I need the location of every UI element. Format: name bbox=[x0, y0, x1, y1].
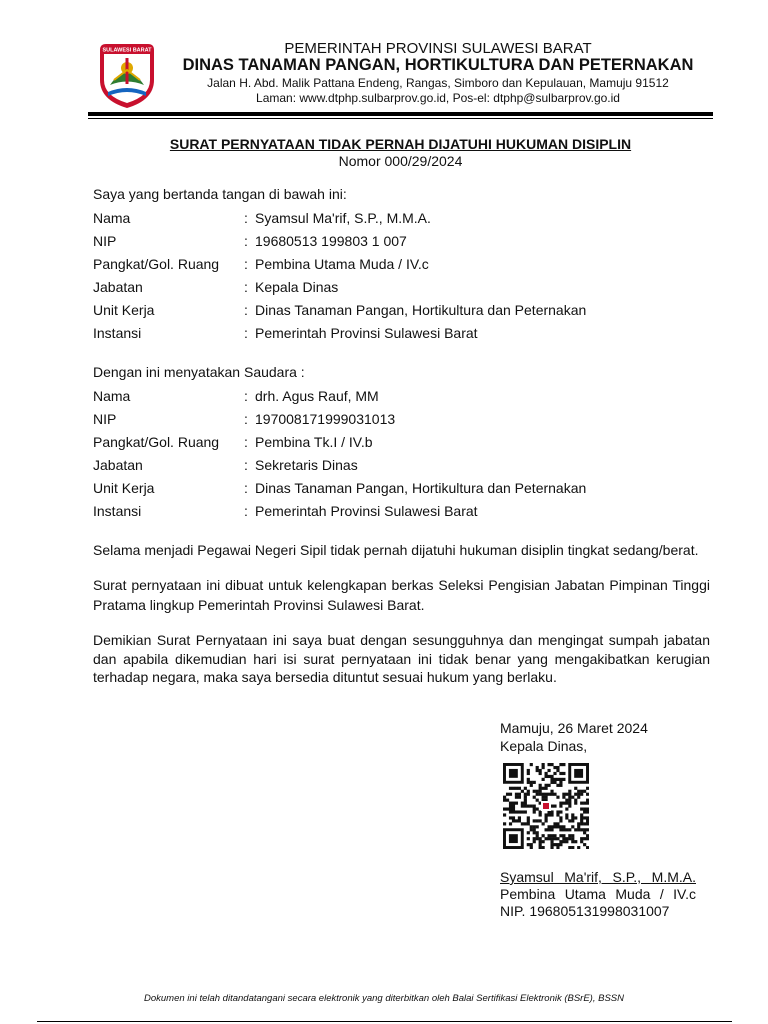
field-value: drh. Agus Rauf, MM bbox=[255, 388, 379, 404]
field-value: Sekretaris Dinas bbox=[255, 457, 358, 473]
field-label: Nama bbox=[93, 210, 131, 226]
subject-row-pangkat bbox=[93, 433, 713, 456]
purpose-paragraph-line-1: Surat pernyataan ini dibuat untuk kelengkapan berkas Seleksi Pengisian Jabatan Pimpinan Tinggi bbox=[93, 577, 710, 593]
footer-rule bbox=[37, 1021, 732, 1022]
field-colon: : bbox=[244, 302, 248, 318]
field-value: Pemerintah Provinsi Sulawesi Barat bbox=[255, 325, 478, 341]
document-title: SURAT PERNYATAAN TIDAK PERNAH DIJATUHI HUKUMAN DISIPLIN bbox=[169, 136, 632, 152]
signer-row-instansi bbox=[93, 324, 713, 347]
statement-paragraph: Selama menjadi Pegawai Negeri Sipil tidak pernah dijatuhi hukuman disiplin tingkat sedang/berat. bbox=[93, 542, 699, 558]
field-label: Pangkat/Gol. Ruang bbox=[93, 434, 220, 450]
svg-text:SULAWESI BARAT: SULAWESI BARAT bbox=[102, 47, 152, 54]
field-label: Nama bbox=[93, 388, 131, 404]
field-value: 197008171999031013 bbox=[255, 411, 396, 427]
signer-row-nip bbox=[93, 232, 713, 255]
field-colon: : bbox=[244, 411, 248, 427]
field-label: Instansi bbox=[93, 325, 142, 341]
field-colon: : bbox=[244, 503, 248, 519]
signature-nip: NIP. 196805131998031007 bbox=[500, 903, 670, 919]
field-value: Kepala Dinas bbox=[255, 279, 339, 295]
signature-place-date: Mamuju, 26 Maret 2024 bbox=[500, 720, 648, 736]
subject-row-jabatan bbox=[93, 456, 713, 479]
field-value: Dinas Tanaman Pangan, Hortikultura dan Peternakan bbox=[255, 480, 587, 496]
government-name: PEMERINTAH PROVINSI SULAWESI BARAT bbox=[284, 40, 592, 57]
signature-rank: Pembina Utama Muda / IV.c bbox=[500, 886, 696, 902]
subject-row-instansi bbox=[93, 502, 713, 525]
e-signature-footer-note: Dokumen ini telah ditandatangani secara elektronik yang diterbitkan oleh Balai Sertifikasi Elektronik (BSrE), BSSN bbox=[144, 993, 624, 1004]
field-colon: : bbox=[244, 233, 248, 249]
field-value: Pembina Utama Muda / IV.c bbox=[255, 256, 429, 272]
field-label: Jabatan bbox=[93, 457, 143, 473]
field-label: Unit Kerja bbox=[93, 302, 155, 318]
qr-code-icon bbox=[503, 763, 589, 849]
field-value: Pembina Tk.I / IV.b bbox=[255, 434, 373, 450]
field-value: 19680513 199803 1 007 bbox=[255, 233, 407, 249]
field-label: Pangkat/Gol. Ruang bbox=[93, 256, 220, 272]
subject-row-nama bbox=[93, 387, 713, 410]
field-value: Pemerintah Provinsi Sulawesi Barat bbox=[255, 503, 478, 519]
field-colon: : bbox=[244, 279, 248, 295]
field-colon: : bbox=[244, 434, 248, 450]
field-label: NIP bbox=[93, 233, 117, 249]
field-label: Jabatan bbox=[93, 279, 143, 295]
signer-row-jabatan bbox=[93, 278, 713, 301]
closing-paragraph-line-1: Demikian Surat Pernyataan ini saya buat dengan sesungguhnya dan mengingat sumpah jabatan bbox=[93, 632, 710, 648]
closing-paragraph-line-2: dan apabila dikemudian hari isi surat pernyataan ini tidak benar yang mengakibatkan kerugian bbox=[93, 651, 710, 667]
field-colon: : bbox=[244, 210, 248, 226]
department-address: Jalan H. Abd. Malik Pattana Endeng, Rangas, Simboro dan Kepulauan, Mamuju 91512 bbox=[207, 76, 669, 90]
signer-row-pangkat bbox=[93, 255, 713, 278]
department-website: Laman: www.dtphp.sulbarprov.go.id, Pos-el: dtphp@sulbarprov.go.id bbox=[256, 91, 620, 105]
field-value: Dinas Tanaman Pangan, Hortikultura dan Peternakan bbox=[255, 302, 587, 318]
field-colon: : bbox=[244, 388, 248, 404]
qr-code-signature bbox=[503, 763, 589, 849]
field-colon: : bbox=[244, 457, 248, 473]
field-colon: : bbox=[244, 480, 248, 496]
field-label: Instansi bbox=[93, 503, 142, 519]
closing-paragraph-line-3: terhadap negara, maka saya bersedia dituntut sesuai hukum yang berlaku. bbox=[93, 669, 557, 685]
signer-intro: Saya yang bertanda tangan di bawah ini: bbox=[93, 186, 347, 202]
field-colon: : bbox=[244, 325, 248, 341]
purpose-paragraph-line-2: Pratama lingkup Pemerintah Provinsi Sulawesi Barat. bbox=[93, 597, 425, 613]
signer-row-unit-kerja bbox=[93, 301, 713, 324]
department-name: DINAS TANAMAN PANGAN, HORTIKULTURA DAN PETERNAKAN bbox=[182, 56, 694, 74]
province-logo bbox=[94, 40, 160, 110]
field-colon: : bbox=[244, 256, 248, 272]
field-value: Syamsul Ma'rif, S.P., M.M.A. bbox=[255, 210, 431, 226]
subject-intro: Dengan ini menyatakan Saudara : bbox=[93, 364, 305, 380]
letterhead-rule-thick bbox=[88, 112, 713, 116]
subject-row-unit-kerja bbox=[93, 479, 713, 502]
subject-row-nip bbox=[93, 410, 713, 433]
signature-name: Syamsul Ma'rif, S.P., M.M.A. bbox=[500, 869, 696, 885]
field-label: Unit Kerja bbox=[93, 480, 155, 496]
letterhead-rule-thin bbox=[88, 118, 713, 119]
signer-row-nama bbox=[93, 209, 713, 232]
signature-position: Kepala Dinas, bbox=[500, 738, 588, 754]
document-number: Nomor 000/29/2024 bbox=[338, 153, 463, 169]
field-label: NIP bbox=[93, 411, 117, 427]
